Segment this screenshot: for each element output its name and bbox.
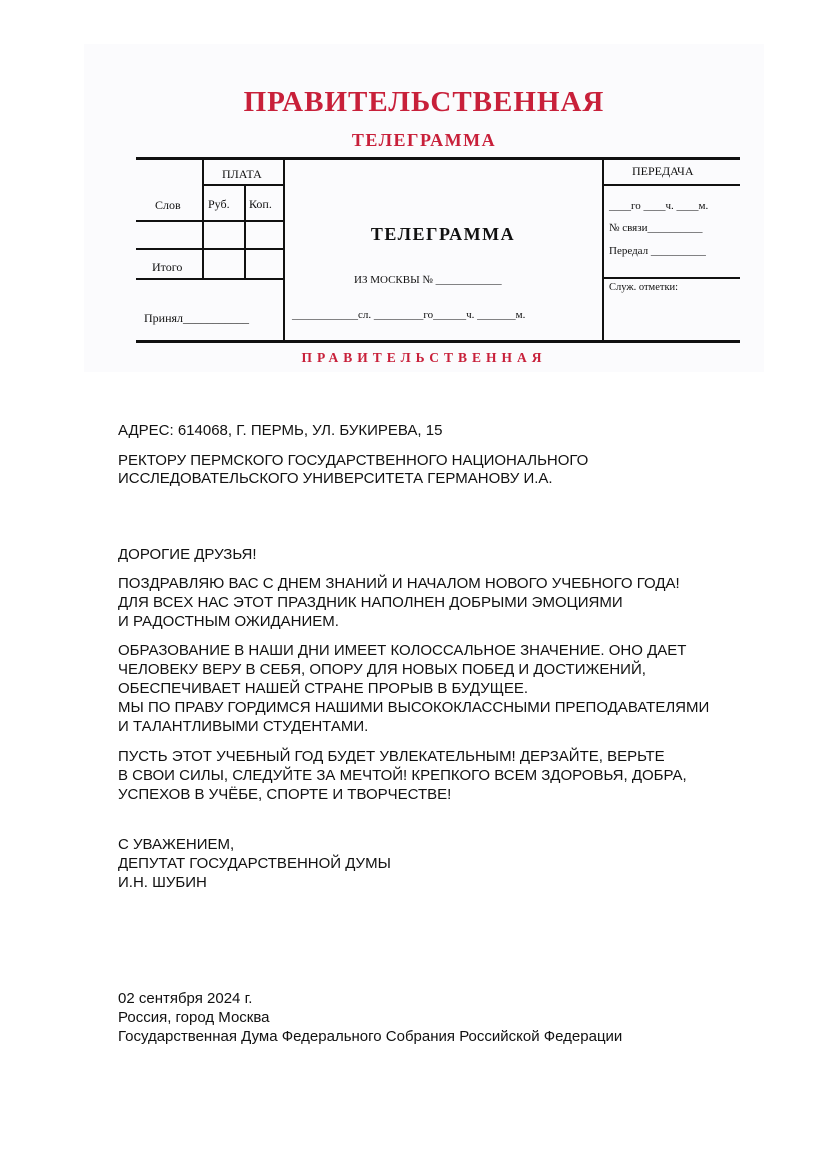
recipient-line: РЕКТОРУ ПЕРМСКОГО ГОСУДАРСТВЕННОГО НАЦИОНАЛЬНОГО — [118, 452, 589, 469]
greeting: ДОРОГИЕ ДРУЗЬЯ! — [118, 546, 257, 563]
paragraph-line: И РАДОСТНЫМ ОЖИДАНИЕМ. — [118, 613, 339, 630]
paragraph-line: ДЛЯ ВСЕХ НАС ЭТОТ ПРАЗДНИК НАПОЛНЕН ДОБРЫМИ ЭМОЦИЯМИ — [118, 594, 623, 611]
blank-line — [283, 160, 285, 340]
plata-label: ПЛАТА — [222, 167, 262, 181]
signature-line: С УВАЖЕНИЕМ, — [118, 836, 235, 853]
blank-line — [136, 278, 284, 280]
time-line: ____го ____ч. ____м. — [609, 200, 709, 212]
paragraph-line: В СВОИ СИЛЫ, СЛЕДУЙТЕ ЗА МЕЧТОЙ! КРЕПКОГО ВСЕМ ЗДОРОВЬЯ, ДОБРА, — [118, 767, 687, 784]
footer-place: Россия, город Москва — [118, 1009, 270, 1026]
address: АДРЕС: 614068, Г. ПЕРМЬ, УЛ. БУКИРЕВА, 15 — [118, 422, 443, 439]
blank-bottom-line — [136, 340, 740, 343]
footer-date: 02 сентября 2024 г. — [118, 990, 253, 1007]
paragraph-line: МЫ ПО ПРАВУ ГОРДИМСЯ НАШИМИ ВЫСОКОКЛАССНЫМИ ПРЕПОДАВАТЕЛЯМИ — [118, 699, 710, 716]
prinyal-label: Принял___________ — [144, 311, 250, 325]
signature-line: И.Н. ШУБИН — [118, 874, 207, 891]
center-telegram-title: ТЕЛЕГРАММА — [370, 224, 516, 244]
paragraph-line: ЧЕЛОВЕКУ ВЕРУ В СЕБЯ, ОПОРУ ДЛЯ НОВЫХ ПОБЕД И ДОСТИЖЕНИЙ, — [118, 661, 646, 678]
paragraph-line: ПУСТЬ ЭТОТ УЧЕБНЫЙ ГОД БУДЕТ УВЛЕКАТЕЛЬНЫМ! ДЕРЗАЙТЕ, ВЕРЬТЕ — [118, 748, 665, 765]
blank-title-sub: ТЕЛЕГРАММА — [351, 130, 497, 150]
blank-line — [202, 184, 284, 186]
itogo-label: Итого — [152, 260, 183, 274]
signature-line: ДЕПУТАТ ГОСУДАРСТВЕННОЙ ДУМЫ — [118, 855, 391, 872]
otmetki-label: Служ. отметки: — [609, 282, 679, 293]
slov-label: Слов — [155, 198, 181, 212]
blank-footer: ПРАВИТЕЛЬСТВЕННАЯ — [301, 350, 547, 365]
paragraph-line: ПОЗДРАВЛЯЮ ВАС С ДНЕМ ЗНАНИЙ И НАЧАЛОМ НОВОГО УЧЕБНОГО ГОДА! — [118, 575, 680, 592]
from-moscow-label: ИЗ МОСКВЫ № ____________ — [354, 274, 502, 286]
svyazi-label: № связи__________ — [609, 222, 703, 234]
kop-label: Коп. — [249, 197, 272, 211]
blank-top-line — [136, 157, 740, 160]
paragraph-line: ОБЕСПЕЧИВАЕТ НАШЕЙ СТРАНЕ ПРОРЫВ В БУДУЩЕЕ. — [118, 680, 529, 697]
paragraph-line: ОБРАЗОВАНИЕ В НАШИ ДНИ ИМЕЕТ КОЛОССАЛЬНОЕ ЗНАЧЕНИЕ. ОНО ДАЕТ — [118, 642, 687, 659]
blank-line — [136, 220, 284, 222]
paragraph-line: И ТАЛАНТЛИВЫМИ СТУДЕНТАМИ. — [118, 718, 369, 735]
blank-title-main: ПРАВИТЕЛЬСТВЕННАЯ — [243, 86, 605, 118]
blank-line — [602, 184, 740, 186]
peredacha-label: ПЕРЕДАЧА — [632, 164, 694, 178]
blank-line — [602, 277, 740, 279]
blank-line — [244, 184, 246, 280]
paragraph-line: УСПЕХОВ В УЧЁБЕ, СПОРТЕ И ТВОРЧЕСТВЕ! — [118, 786, 452, 803]
footer-org: Государственная Дума Федерального Собрания Российской Федерации — [118, 1028, 623, 1045]
blank-line — [602, 160, 604, 340]
recipient-line: ИССЛЕДОВАТЕЛЬСКОГО УНИВЕРСИТЕТА ГЕРМАНОВУ И.А. — [118, 470, 553, 487]
rub-label: Руб. — [208, 197, 230, 211]
center-date-line: ____________сл. _________го______ч. _______м. — [292, 309, 526, 321]
telegram-blank — [84, 44, 764, 372]
blank-line — [136, 248, 284, 250]
peredal-label: Передал __________ — [609, 245, 706, 257]
